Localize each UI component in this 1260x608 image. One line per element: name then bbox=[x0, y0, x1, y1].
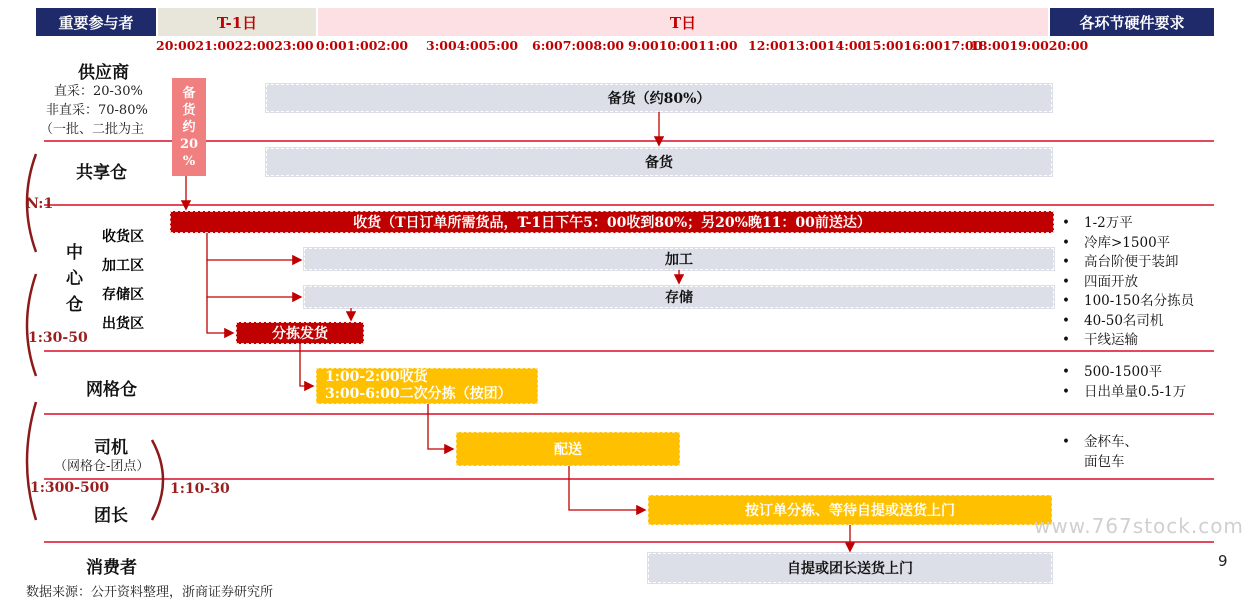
central-shipping-zone: 出货区 bbox=[102, 316, 144, 332]
page-number: 9 bbox=[1218, 552, 1228, 570]
requirement-item: 面包车 bbox=[1084, 453, 1125, 470]
tick-group-1: 20:0021:0022:0023:00 bbox=[156, 38, 314, 53]
requirement-item: • 100-150名分拣员 bbox=[1062, 293, 1195, 309]
header-t-minus-1: T-1日 bbox=[158, 8, 316, 36]
requirement-item: • 干线运输 bbox=[1062, 332, 1138, 348]
tick-group-8: 18:0019:0020:00 bbox=[970, 38, 1089, 53]
grid-receive-label: 1:00-2:00收货 bbox=[325, 369, 428, 385]
driver-requirements bbox=[1062, 433, 1138, 472]
pickup-label: 自提或团长送货上门 bbox=[787, 561, 913, 577]
arrow-receive-to-process bbox=[207, 233, 300, 260]
header-hardware: 各环节硬件要求 bbox=[1050, 8, 1214, 36]
requirement-item: • 500-1500平 bbox=[1062, 364, 1163, 380]
header-t-day: T日 bbox=[318, 8, 1048, 36]
tick-group-3: 3:004:005:00 bbox=[426, 38, 519, 53]
stock-20pct-char: 20 bbox=[179, 136, 199, 152]
tick-group-7: 15:0016:0017:00 bbox=[864, 38, 983, 53]
tick-group-6: 12:0013:0014:00 bbox=[748, 38, 867, 53]
central-processing-zone: 加工区 bbox=[102, 258, 144, 274]
requirement-item: • 金杯车、 bbox=[1062, 434, 1138, 450]
grid-requirements bbox=[1062, 363, 1186, 402]
watermark: www.767stock.com bbox=[1034, 514, 1244, 538]
shared-stock-label: 备货 bbox=[645, 155, 673, 171]
stock-20pct-char: 货 bbox=[182, 102, 196, 118]
receiving-label: 收货（T日订单所需货品，T-1日下午5：00收到80%；另20%晚11：00前送达） bbox=[353, 215, 871, 231]
central-warehouse-title: 中心仓 bbox=[66, 243, 83, 315]
arrow-sorting-to-grid bbox=[300, 344, 312, 386]
leader-sort-label: 按订单分拣、等待自提或送货上门 bbox=[745, 503, 955, 519]
central-requirements bbox=[1062, 214, 1194, 351]
ratio-1-10-30: 1:10-30 bbox=[170, 481, 230, 497]
arrow-receive-to-sorting bbox=[207, 297, 232, 333]
stock-20pct-char: % bbox=[182, 153, 196, 169]
supplier-direct: 直采：20-30% bbox=[54, 84, 143, 99]
delivery-label: 配送 bbox=[554, 442, 582, 458]
central-receiving-zone: 收货区 bbox=[102, 229, 144, 245]
arrow-receive-to-storage bbox=[207, 260, 300, 297]
requirement-item: • 冷库>1500平 bbox=[1062, 234, 1171, 251]
stock-20pct-char: 备 bbox=[182, 85, 196, 101]
tick-group-5: 9:0010:0011:00 bbox=[628, 38, 738, 53]
arrow-grid-to-delivery bbox=[428, 404, 452, 449]
stock-20pct-char: 约 bbox=[182, 119, 196, 135]
sorting-shipping-label: 分拣发货 bbox=[272, 326, 328, 342]
central-storage-zone: 存储区 bbox=[102, 287, 144, 303]
supplier-title: 供应商 bbox=[78, 63, 129, 83]
leader-title: 团长 bbox=[94, 506, 128, 526]
ratio-1-30-50: 1:30-50 bbox=[28, 330, 88, 346]
processing-label: 加工 bbox=[665, 252, 693, 268]
grid-sort-label: 3:00-6:00二次分拣（按团） bbox=[325, 386, 512, 402]
requirement-item: • 40-50名司机 bbox=[1062, 312, 1164, 329]
ratio-1-300-500: 1:300-500 bbox=[30, 480, 110, 496]
driver-title: 司机 bbox=[94, 438, 128, 458]
ratio-n1: N:1 bbox=[26, 196, 54, 212]
requirement-item: • 高台阶便于装卸 bbox=[1062, 254, 1179, 270]
requirement-item: • 日出单量0.5-1万 bbox=[1062, 383, 1187, 400]
tick-group-4: 6:007:008:00 bbox=[532, 38, 625, 53]
requirement-item: • 四面开放 bbox=[1062, 273, 1138, 290]
supplier-indirect: 非直采：70-80% bbox=[46, 103, 148, 118]
shared-warehouse-title: 共享仓 bbox=[76, 163, 127, 183]
consumer-title: 消费者 bbox=[86, 558, 137, 578]
driver-subtitle: （网格仓-团点） bbox=[54, 459, 150, 474]
data-source: 数据来源：公开资料整理，浙商证券研究所 bbox=[26, 585, 274, 600]
requirement-item: • 1-2万平 bbox=[1062, 215, 1133, 231]
storage-label: 存储 bbox=[665, 290, 693, 306]
arrow-delivery-to-leader bbox=[569, 466, 644, 510]
tick-group-2: 0:001:002:00 bbox=[316, 38, 409, 53]
grid-warehouse-title: 网格仓 bbox=[86, 380, 137, 400]
header-participants: 重要参与者 bbox=[36, 8, 156, 36]
supplier-batch: （一批、二批为主 bbox=[40, 122, 145, 137]
stock-80pct-label: 备货（约80%） bbox=[607, 91, 711, 107]
